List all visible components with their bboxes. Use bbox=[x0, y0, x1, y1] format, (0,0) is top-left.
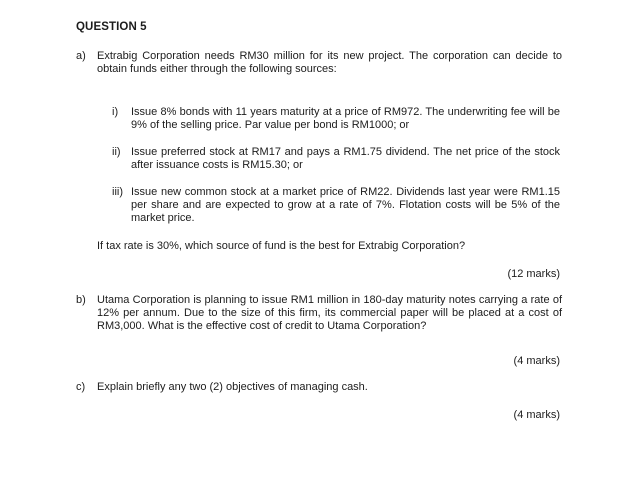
part-c-marks: (4 marks) bbox=[513, 409, 560, 421]
question-title: QUESTION 5 bbox=[76, 21, 147, 33]
option-1-text: Issue 8% bonds with 11 years maturity at a price of RM972. The underwriting fee will be 9% of the selling price. Par value per bond is RM1000; or bbox=[131, 106, 560, 131]
part-a-option-2 bbox=[112, 146, 560, 172]
part-a bbox=[76, 50, 562, 76]
part-a-option-1 bbox=[112, 106, 560, 132]
part-b bbox=[76, 294, 562, 333]
part-c-text: Explain briefly any two (2) objectives of managing cash. bbox=[97, 381, 368, 393]
option-2-label: ii) bbox=[112, 146, 121, 158]
part-c bbox=[76, 381, 562, 394]
part-b-text: Utama Corporation is planning to issue RM1 million in 180-day maturity notes carrying a rate of 12% per annum. Due to the size of this firm, its commercial paper will be placed at a cost of RM3,000. What is the effective cost of credit to Utama Corporation? bbox=[97, 294, 562, 332]
part-c-label: c) bbox=[76, 381, 86, 393]
part-b-label: b) bbox=[76, 294, 86, 306]
part-a-intro: Extrabig Corporation needs RM30 million for its new project. The corporation can decide to obtain funds either through the following sources: bbox=[97, 50, 562, 75]
option-3-text: Issue new common stock at a market price of RM22. Dividends last year were RM1.15 per share and are expected to grow at a rate of 7%. Flotation costs will be 5% of the market price. bbox=[131, 186, 560, 224]
part-b-marks: (4 marks) bbox=[513, 355, 560, 367]
part-a-marks: (12 marks) bbox=[507, 268, 560, 280]
part-a-label: a) bbox=[76, 50, 86, 62]
option-2-text: Issue preferred stock at RM17 and pays a RM1.75 dividend. The net price of the stock after issuance costs is RM15.30; or bbox=[131, 146, 560, 171]
option-3-label: iii) bbox=[112, 186, 123, 198]
option-1-label: i) bbox=[112, 106, 119, 118]
part-a-option-3 bbox=[112, 186, 560, 225]
part-a-closing: If tax rate is 30%, which source of fund is the best for Extrabig Corporation? bbox=[97, 240, 466, 252]
